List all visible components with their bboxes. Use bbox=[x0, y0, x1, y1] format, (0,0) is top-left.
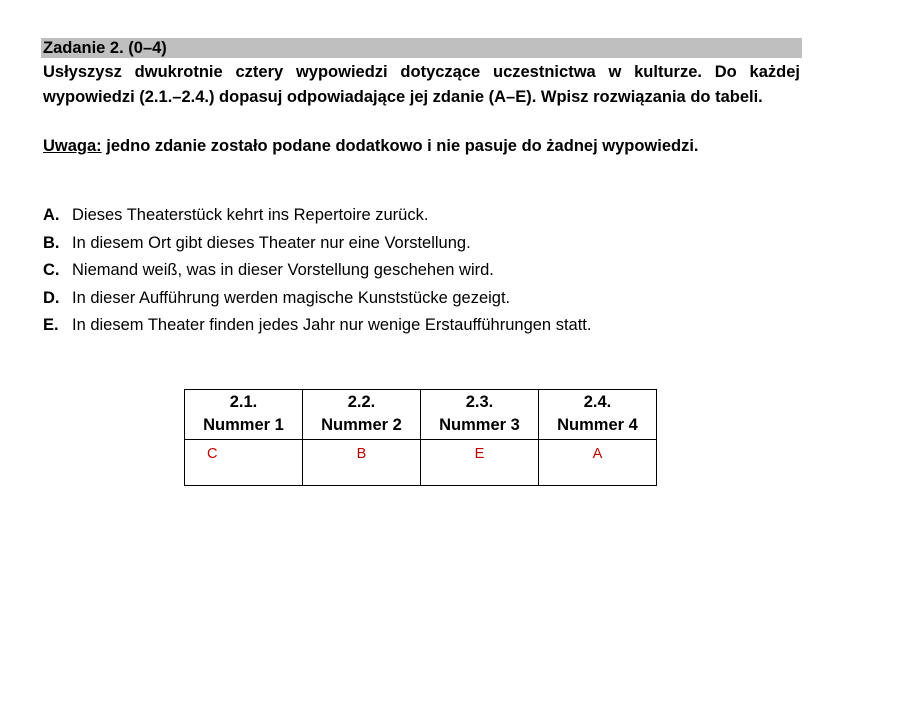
answer-cell-2-4[interactable]: A bbox=[539, 440, 657, 486]
table-header-row bbox=[185, 390, 657, 440]
answer-cell-2-1[interactable]: C bbox=[185, 440, 303, 486]
note-text: jedno zdanie zostało podane dodatkowo i nie pasuje do żadnej wypowiedzi. bbox=[101, 137, 699, 155]
option-letter: E. bbox=[43, 316, 59, 334]
task-title: Zadanie 2. (0–4) bbox=[41, 38, 802, 58]
option-c bbox=[43, 257, 591, 285]
column-number: 2.3. bbox=[465, 393, 494, 411]
instruction-line-2: wypowiedzi (2.1.–2.4.) dopasuj odpowiadające jej zdanie (A–E). Wpisz rozwiązania bbox=[43, 88, 686, 106]
option-letter: D. bbox=[43, 288, 60, 307]
column-number: 2.1. bbox=[229, 393, 258, 411]
note-label: Uwaga: bbox=[43, 137, 102, 155]
answer-cell-2-3[interactable]: E bbox=[421, 440, 539, 486]
instruction-line-3: do tabeli. bbox=[690, 88, 763, 106]
options-list bbox=[43, 202, 591, 340]
option-text: In dieser Aufführung werden magische Kunststücke gezeigt. bbox=[72, 288, 511, 307]
instruction-line-1: Usłyszysz dwukrotnie cztery wypowiedzi dotyczące uczestnictwa w kulturze. Do każdej bbox=[43, 63, 800, 81]
answer-cell-2-2[interactable]: B bbox=[303, 440, 421, 486]
option-text: In diesem Ort gibt dieses Theater nur eine Vorstellung. bbox=[72, 233, 471, 252]
option-text: Niemand weiß, was in dieser Vorstellung geschehen wird. bbox=[72, 261, 494, 279]
table-header-cell bbox=[185, 390, 303, 440]
answer-table bbox=[184, 389, 657, 486]
column-number: 2.2. bbox=[347, 393, 376, 411]
option-letter: B. bbox=[43, 233, 60, 252]
option-b bbox=[43, 230, 591, 258]
option-text: Dieses Theaterstück kehrt ins Repertoire zurück. bbox=[72, 206, 429, 224]
column-label: Nummer 4 bbox=[557, 416, 638, 434]
option-text: In diesem Theater finden jedes Jahr nur wenige Erstaufführungen statt. bbox=[72, 316, 592, 334]
option-letter: A. bbox=[43, 206, 60, 224]
task-instruction bbox=[43, 60, 800, 110]
table-header-cell bbox=[539, 390, 657, 440]
column-number: 2.4. bbox=[583, 393, 612, 411]
table-header-cell bbox=[421, 390, 539, 440]
option-d bbox=[43, 285, 591, 313]
option-a bbox=[43, 202, 591, 230]
task-note bbox=[43, 134, 800, 159]
option-e bbox=[43, 312, 591, 340]
table-answer-row bbox=[185, 440, 657, 486]
table-header-cell bbox=[303, 390, 421, 440]
column-label: Nummer 3 bbox=[439, 416, 520, 434]
column-label: Nummer 1 bbox=[203, 416, 284, 434]
option-letter: C. bbox=[43, 261, 60, 279]
column-label: Nummer 2 bbox=[321, 416, 402, 434]
